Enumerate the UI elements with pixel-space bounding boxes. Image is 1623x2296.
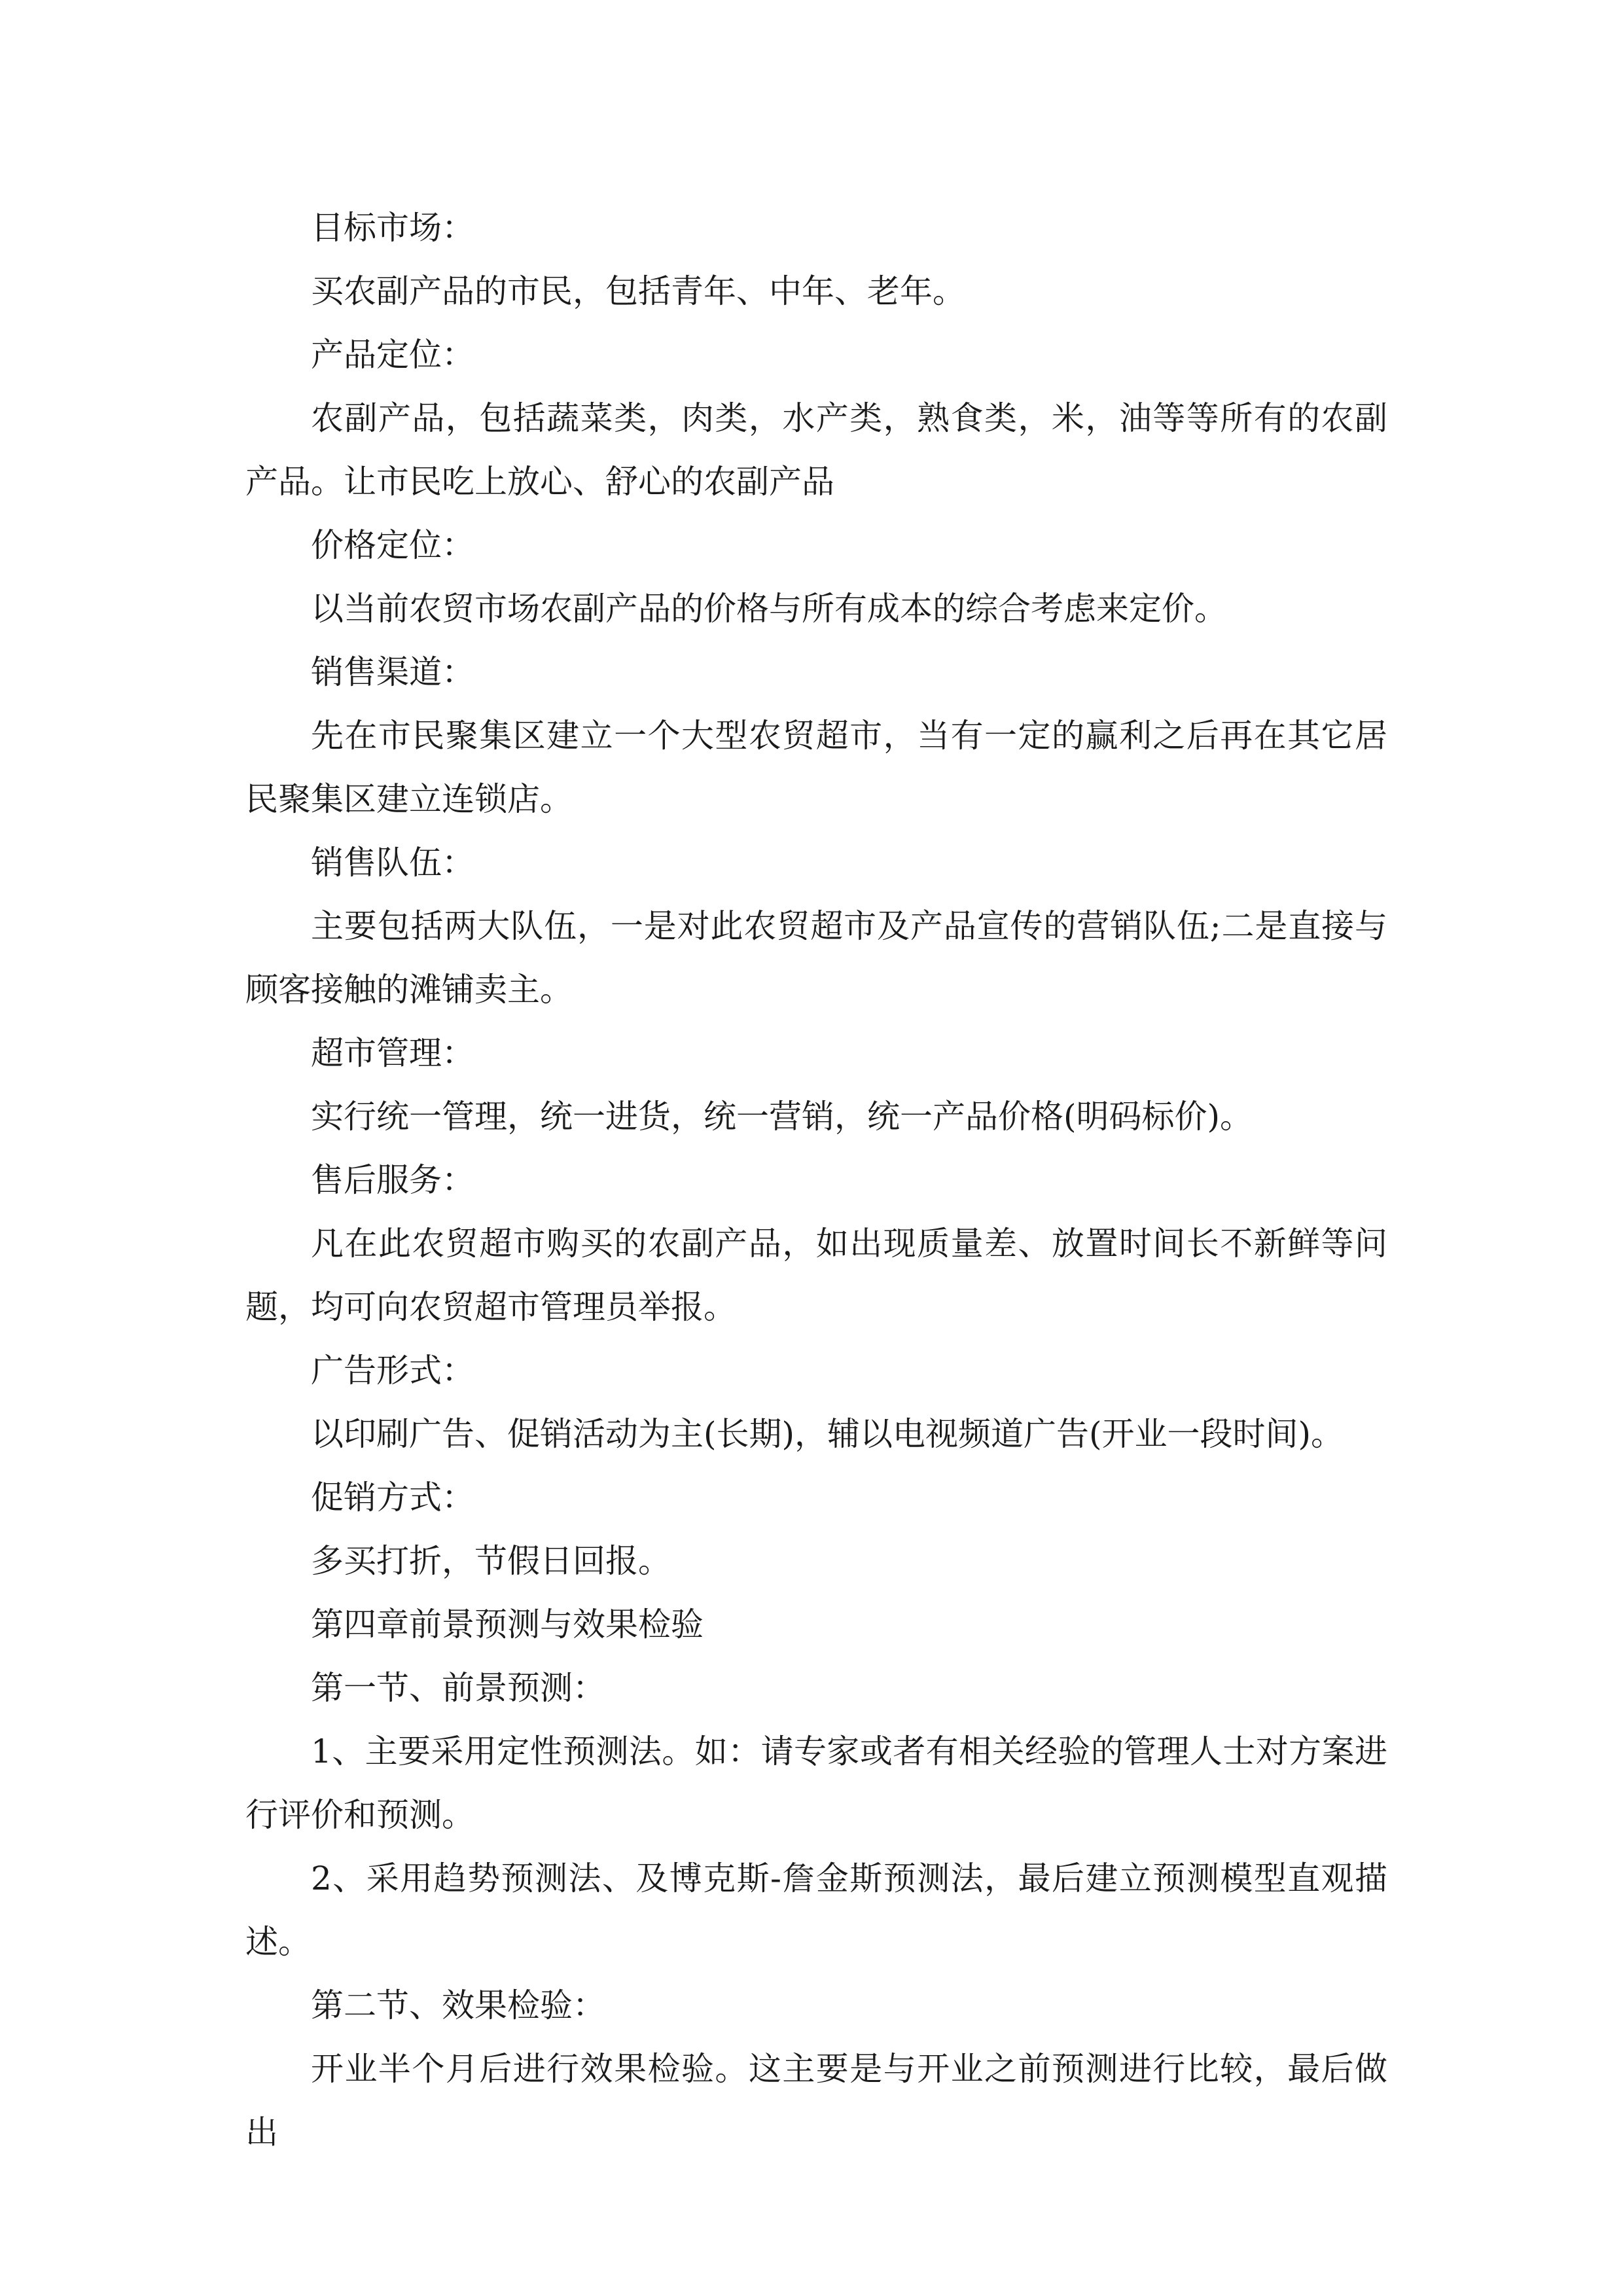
paragraph-forecast-method-1: 1、主要采用定性预测法。如：请专家或者有相关经验的管理人士对方案进行评价和预测。 <box>245 1732 1387 1834</box>
paragraph-product-positioning: 农副产品，包括蔬菜类，肉类，水产类，熟食类，米，油等等所有的农副产品。让市民吃上放心、舒心的农副产品 <box>245 399 1387 501</box>
chapter-heading: 第四章前景预测与效果检验 <box>311 1605 704 1643</box>
paragraph-supermarket-management: 实行统一管理，统一进货，统一营销，统一产品价格(明码标价)。 <box>311 1098 1253 1136</box>
paragraph-price-positioning-heading: 价格定位： <box>311 526 474 564</box>
paragraph-target-market: 买农副产品的市民，包括青年、中年、老年。 <box>311 272 965 310</box>
paragraph-supermarket-management-heading: 超市管理： <box>311 1034 474 1072</box>
paragraph-forecast-method-2: 2、采用趋势预测法、及博克斯-詹金斯预测法，最后建立预测模型直观描述。 <box>245 1859 1387 1961</box>
paragraph-after-sales-heading: 售后服务： <box>311 1161 474 1199</box>
paragraph-sales-channel: 先在市民聚集区建立一个大型农贸超市，当有一定的赢利之后再在其它居民聚集区建立连锁店。 <box>245 717 1387 818</box>
paragraph-after-sales: 凡在此农贸超市购买的农副产品，如出现质量差、放置时间长不新鲜等问题，均可向农贸超市管理员举报。 <box>245 1225 1387 1326</box>
paragraph-sales-channel-heading: 销售渠道： <box>311 653 474 691</box>
document-body <box>245 196 1387 2164</box>
section-heading-evaluation: 第二节、效果检验： <box>311 1986 605 2024</box>
section-heading-forecast: 第一节、前景预测： <box>311 1669 605 1707</box>
paragraph-product-positioning-heading: 产品定位： <box>311 336 474 374</box>
paragraph-sales-team: 主要包括两大队伍，一是对此农贸超市及产品宣传的营销队伍;二是直接与顾客接触的滩铺卖主。 <box>245 907 1387 1009</box>
paragraph-price-positioning: 以当前农贸市场农副产品的价格与所有成本的综合考虑来定价。 <box>311 590 1227 628</box>
paragraph-promotion: 多买打折，节假日回报。 <box>311 1542 671 1580</box>
paragraph-target-market-heading: 目标市场： <box>311 209 474 247</box>
paragraph-sales-team-heading: 销售队伍： <box>311 844 474 882</box>
paragraph-advertising: 以印刷广告、促销活动为主(长期)，辅以电视频道广告(开业一段时间)。 <box>311 1415 1344 1453</box>
paragraph-promotion-heading: 促销方式： <box>311 1479 474 1516</box>
paragraph-advertising-heading: 广告形式： <box>311 1352 474 1390</box>
paragraph-evaluation: 开业半个月后进行效果检验。这主要是与开业之前预测进行比较，最后做出 <box>245 2050 1387 2151</box>
